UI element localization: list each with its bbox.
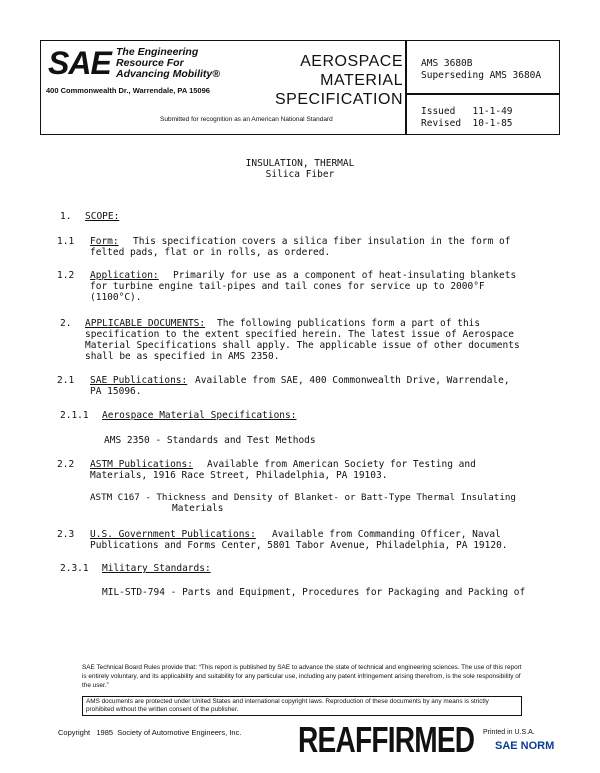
section-text: The following publications form a part of this: [217, 318, 481, 329]
section-text: specification to the extent specified herein. The latest issue of Aerospace: [85, 329, 514, 340]
reference-text: AMS 2350 - Standards and Test Methods: [104, 435, 316, 446]
section-heading: Aerospace Material Specifications:: [102, 410, 297, 421]
section-heading: APPLICABLE DOCUMENTS:: [85, 318, 206, 329]
doc-type-line: SPECIFICATION: [275, 91, 403, 108]
section-number: 2.1.1: [60, 410, 89, 421]
section-text: for turbine engine tail-pipes and tail cones for service up to 2000°F: [90, 281, 485, 292]
section-number: 2.3: [57, 529, 75, 540]
header-divider: [405, 93, 560, 95]
superseding: Superseding AMS 3680A: [421, 70, 542, 81]
reference-text: Materials: [172, 503, 224, 514]
reference-text: ASTM C167 - Thickness and Density of Blanket- or Batt-Type Thermal Insulating: [90, 492, 516, 503]
ams-number-block: [421, 58, 541, 82]
revised-date: Revised 10-1-85: [421, 118, 513, 129]
doc-type-line: AEROSPACE: [300, 53, 403, 70]
dates-block: [421, 106, 513, 130]
section-number: 1.1: [57, 236, 75, 247]
issued-date: Issued 11-1-49: [421, 106, 513, 117]
section-text: Primarily for use as a component of heat-insulating blankets: [173, 270, 517, 281]
section-heading: Military Standards:: [102, 563, 211, 574]
section-text: Materials, 1916 Race Street, Philadelphia, PA 19103.: [90, 470, 388, 481]
doc-type-line: MATERIAL: [320, 72, 403, 89]
section-heading: Application:: [90, 270, 159, 281]
section-heading: U.S. Government Publications:: [90, 529, 256, 540]
section-text: Material Specifications shall apply. The applicable issue of other documents: [85, 340, 520, 351]
tagline-line: Advancing Mobility®: [116, 68, 220, 80]
section-number: 2.3.1: [60, 563, 89, 574]
section-text: Available from Commanding Officer, Naval: [272, 529, 501, 540]
section-heading: Form:: [90, 236, 119, 247]
section-number: 2.2: [57, 459, 75, 470]
address: 400 Commonwealth Dr., Warrendale, PA 15096: [46, 86, 210, 95]
printed-in: Printed in U.S.A.: [483, 729, 535, 736]
header-divider: [405, 40, 407, 135]
section-text: (1100°C).: [90, 292, 142, 303]
section-heading: ASTM Publications:: [90, 459, 193, 470]
document-title: [0, 158, 600, 180]
sae-logo: [48, 47, 111, 79]
tagline-line: The Engineering: [116, 46, 199, 58]
title-line: Silica Fiber: [265, 169, 335, 180]
section-text: Available from American Society for Testing and: [207, 459, 476, 470]
section-text: Available from SAE, 400 Commonwealth Drive, Warrendale,: [195, 375, 510, 386]
section-text: This specification covers a silica fiber insulation in the form of: [133, 236, 511, 247]
section-text: shall be as specified in AMS 2350.: [85, 351, 280, 362]
section-heading: SAE Publications:: [90, 375, 188, 386]
tagline-line: Resource For: [116, 57, 184, 69]
section-number: 2.: [60, 318, 72, 329]
section-heading: SCOPE:: [85, 211, 120, 222]
copyright-notice: AMS documents are protected under United States and international copyright laws. Reproduction of these documents by any means is strictly prohibited without the written consent of the publisher.: [82, 696, 522, 716]
section-number: 1.: [60, 211, 72, 222]
section-text: Publications and Forms Center, 5801 Tabor Avenue, Philadelphia, PA 19120.: [90, 540, 508, 551]
submitted-note: Submitted for recognition as an American National Standard: [160, 116, 333, 123]
reference-text: MIL-STD-794 - Parts and Equipment, Procedures for Packaging and Packing of: [102, 587, 526, 598]
section-number: 2.1: [57, 375, 75, 386]
sae-norm-watermark: SAE NORM: [495, 740, 555, 752]
section-number: 1.2: [57, 270, 75, 281]
technical-board-rules: SAE Technical Board Rules provide that: “This report is published by SAE to advance the state of technical and engineering sciences. The use of this report is entirely voluntary, and its applicability and suitability for any particular use, including any patent infringement arising therefrom, is the sole responsibility of the user.”: [82, 664, 522, 689]
title-line: INSULATION, THERMAL: [245, 158, 355, 169]
tagline: [116, 47, 220, 80]
ams-number: AMS 3680B: [421, 58, 473, 69]
section-text: PA 15096.: [90, 386, 142, 397]
copyright-line: Copyright 1985 Society of Automotive Engineers, Inc.: [58, 728, 242, 737]
section-text: felted pads, flat or in rolls, as ordered.: [90, 247, 331, 258]
doc-type: [270, 52, 403, 109]
reaffirmed-stamp: REAFFIRMED: [298, 719, 475, 760]
logo-text: SAE: [48, 45, 111, 81]
